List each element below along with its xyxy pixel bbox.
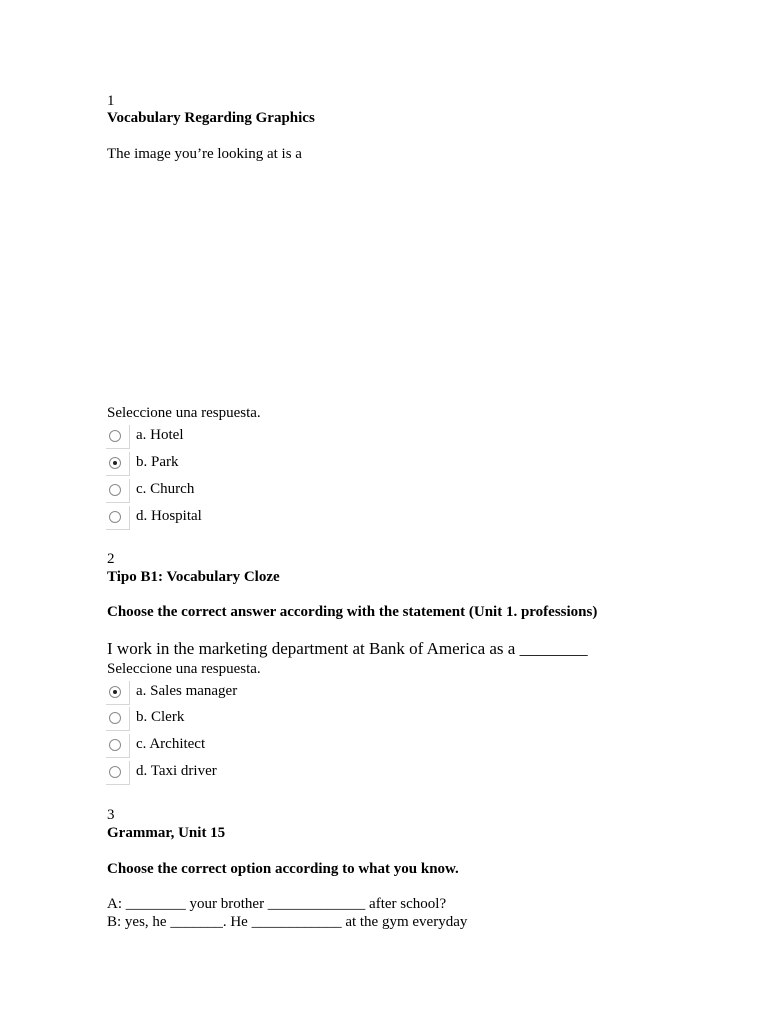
radio-cell	[106, 425, 130, 449]
question-2-instruction: Choose the correct answer according with the statement (Unit 1. professions)	[107, 604, 598, 620]
question-1-prompt: The image you’re looking at is a	[107, 146, 302, 162]
question-3-line-b: B: yes, he _______. He ____________ at the gym everyday	[107, 914, 468, 930]
radio-button-q1-a[interactable]	[109, 430, 121, 442]
option-label: d. Hospital	[136, 508, 202, 524]
radio-button-q1-c[interactable]	[109, 484, 121, 496]
radio-cell	[106, 734, 130, 758]
question-3-instruction: Choose the correct option according to what you know.	[107, 861, 459, 877]
option-label: a. Sales manager	[136, 683, 238, 699]
radio-button-q1-b[interactable]	[109, 457, 121, 469]
radio-cell	[106, 761, 130, 785]
question-3-line-a: A: ________ your brother _____________ after school?	[107, 896, 447, 912]
question-2-title: Tipo B1: Vocabulary Cloze	[107, 569, 280, 585]
option-label: b. Park	[136, 454, 179, 470]
question-2-select-label: Seleccione una respuesta.	[107, 661, 261, 677]
question-3-title: Grammar, Unit 15	[107, 825, 226, 841]
question-1-number: 1	[107, 93, 115, 109]
question-3-number: 3	[107, 807, 115, 823]
radio-cell	[106, 452, 130, 476]
radio-cell	[106, 707, 130, 731]
option-label: a. Hotel	[136, 427, 184, 443]
radio-cell	[106, 506, 130, 530]
radio-button-q2-b[interactable]	[109, 712, 121, 724]
question-1-select-label: Seleccione una respuesta.	[107, 405, 261, 421]
question-1-title: Vocabulary Regarding Graphics	[107, 110, 315, 126]
radio-button-q2-a[interactable]	[109, 686, 121, 698]
option-label: c. Architect	[136, 736, 206, 752]
option-label: c. Church	[136, 481, 195, 497]
radio-cell	[106, 479, 130, 503]
option-label: b. Clerk	[136, 709, 185, 725]
option-label: d. Taxi driver	[136, 763, 217, 779]
radio-button-q2-c[interactable]	[109, 739, 121, 751]
question-2-number: 2	[107, 551, 115, 567]
radio-button-q2-d[interactable]	[109, 766, 121, 778]
radio-button-q1-d[interactable]	[109, 511, 121, 523]
radio-cell	[106, 681, 130, 705]
question-2-statement: I work in the marketing department at Bank of America as a ________	[107, 639, 588, 658]
